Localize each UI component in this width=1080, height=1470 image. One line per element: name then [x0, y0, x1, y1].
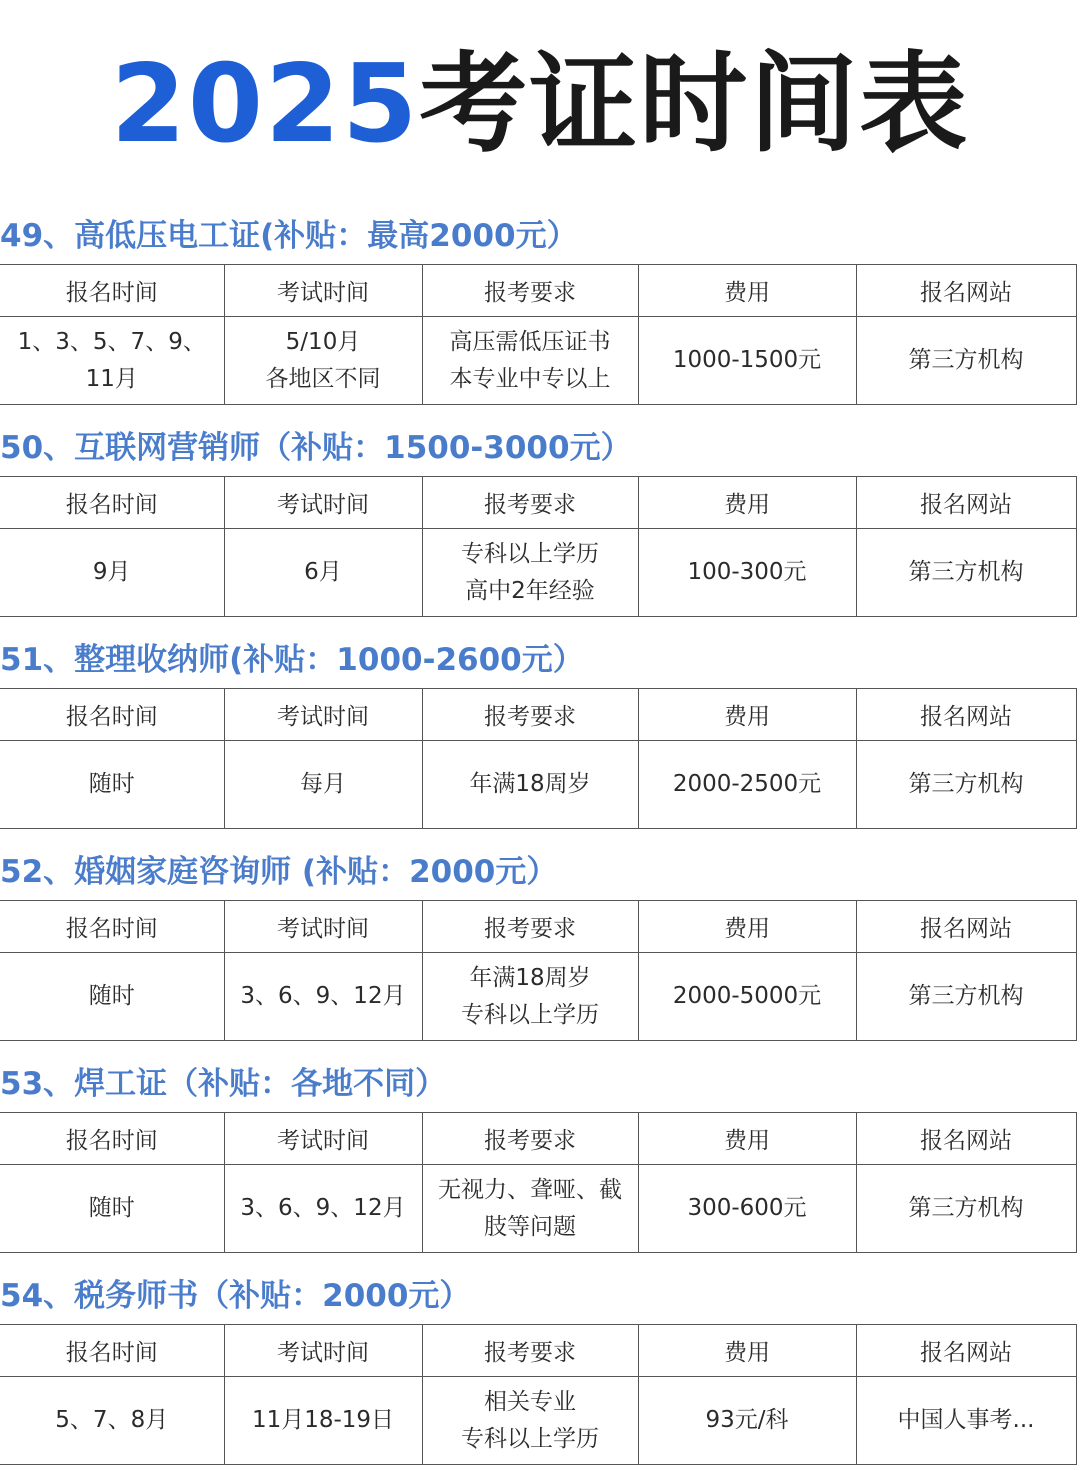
column-header: 考试时间 — [224, 901, 422, 953]
table-row — [0, 1377, 1076, 1465]
table-cell — [638, 529, 856, 617]
column-header: 报名网站 — [856, 477, 1076, 529]
table-header-row — [0, 901, 1076, 953]
cell-text: 本专业中专以上 — [449, 365, 611, 392]
table-row — [0, 1165, 1076, 1253]
column-header: 报名网站 — [856, 901, 1076, 953]
column-header: 报名网站 — [856, 689, 1076, 741]
cell-text: 高压需低压证书 — [449, 328, 611, 355]
table-header-row — [0, 1113, 1076, 1165]
cell-text: 93元/科 — [705, 1407, 789, 1433]
cert-table — [0, 1324, 1077, 1465]
cell-text: 第三方机构 — [908, 559, 1024, 585]
table-cell — [0, 1377, 224, 1465]
column-header: 报名时间 — [0, 1113, 224, 1165]
table-cell — [856, 529, 1076, 617]
column-header: 考试时间 — [224, 477, 422, 529]
column-header: 费用 — [638, 689, 856, 741]
column-header: 考试时间 — [224, 1325, 422, 1377]
column-header: 考试时间 — [224, 265, 422, 317]
cert-section — [0, 632, 1076, 829]
cell-text: 年满18周岁 — [469, 964, 591, 991]
column-header: 报名时间 — [0, 265, 224, 317]
cell-text: 2000-5000元 — [672, 983, 822, 1009]
table-cell — [224, 317, 422, 405]
table-cell — [638, 953, 856, 1041]
table-row — [0, 529, 1076, 617]
cert-table — [0, 688, 1077, 829]
table-cell — [422, 1377, 638, 1465]
table-cell — [638, 1165, 856, 1253]
section-heading: 51、整理收纳师(补贴：1000-2600元） — [0, 642, 584, 678]
cell-text: 11月 — [85, 365, 138, 392]
column-header: 报名网站 — [856, 1113, 1076, 1165]
cell-text: 每月 — [300, 771, 346, 797]
section-heading: 53、焊工证（补贴：各地不同） — [0, 1066, 447, 1102]
table-header-row — [0, 477, 1076, 529]
table-cell — [422, 529, 638, 617]
cell-text: 肢等问题 — [484, 1213, 576, 1240]
cell-text: 专科以上学历 — [461, 540, 599, 567]
cell-text: 各地区不同 — [265, 365, 381, 392]
cell-text: 随时 — [88, 983, 135, 1009]
cell-text: 第三方机构 — [908, 771, 1024, 797]
table-row — [0, 317, 1076, 405]
column-header: 考试时间 — [224, 689, 422, 741]
column-header: 费用 — [638, 265, 856, 317]
column-header: 报名网站 — [856, 1325, 1076, 1377]
column-header: 报考要求 — [422, 689, 638, 741]
cell-text: 3、6、9、12月 — [240, 983, 406, 1009]
column-header: 费用 — [638, 901, 856, 953]
cell-text: 高中2年经验 — [465, 577, 595, 604]
table-cell — [422, 317, 638, 405]
cell-text: 相关专业 — [484, 1388, 576, 1415]
cell-text: 第三方机构 — [908, 1195, 1024, 1221]
cell-text: 第三方机构 — [908, 983, 1024, 1009]
column-header: 报名时间 — [0, 901, 224, 953]
column-header: 费用 — [638, 1113, 856, 1165]
column-header: 费用 — [638, 477, 856, 529]
table-cell — [422, 741, 638, 829]
column-header: 报考要求 — [422, 901, 638, 953]
table-cell — [0, 1165, 224, 1253]
column-header: 报考要求 — [422, 1113, 638, 1165]
cell-text: 9月 — [92, 559, 131, 585]
table-cell — [224, 529, 422, 617]
cert-section — [0, 844, 1076, 1041]
table-cell — [224, 741, 422, 829]
table-cell — [856, 1165, 1076, 1253]
cert-section — [0, 1056, 1076, 1253]
table-header-row — [0, 265, 1076, 317]
cert-section — [0, 1268, 1076, 1465]
cell-text: 300-600元 — [687, 1195, 807, 1221]
column-header: 费用 — [638, 1325, 856, 1377]
table-cell — [224, 1377, 422, 1465]
table-header-row — [0, 1325, 1076, 1377]
table-cell — [638, 741, 856, 829]
page-title — [0, 40, 1080, 170]
cert-table — [0, 476, 1077, 617]
title-year: 2025 — [110, 42, 420, 167]
table-row — [0, 741, 1076, 829]
cert-table — [0, 900, 1077, 1041]
section-heading: 52、婚姻家庭咨询师 (补贴：2000元） — [0, 854, 558, 890]
column-header: 报名时间 — [0, 689, 224, 741]
cell-text: 年满18周岁 — [469, 771, 591, 797]
cell-text: 随时 — [88, 771, 135, 797]
column-header: 报考要求 — [422, 265, 638, 317]
cell-text: 随时 — [88, 1195, 135, 1221]
table-cell — [856, 953, 1076, 1041]
cell-text: 2000-2500元 — [672, 771, 822, 797]
table-cell — [422, 1165, 638, 1253]
column-header: 报名时间 — [0, 1325, 224, 1377]
column-header: 报名时间 — [0, 477, 224, 529]
section-heading: 54、税务师书（补贴：2000元） — [0, 1278, 471, 1314]
table-cell — [422, 953, 638, 1041]
table-cell — [856, 1377, 1076, 1465]
cert-table — [0, 264, 1077, 405]
column-header: 报名网站 — [856, 265, 1076, 317]
cell-text: 11月18-19日 — [251, 1407, 395, 1433]
table-cell — [638, 1377, 856, 1465]
table-cell — [0, 953, 224, 1041]
cert-section — [0, 420, 1076, 617]
column-header: 报考要求 — [422, 1325, 638, 1377]
table-cell — [224, 953, 422, 1041]
table-cell — [0, 741, 224, 829]
cell-text: 100-300元 — [687, 559, 807, 585]
column-header: 报考要求 — [422, 477, 638, 529]
table-header-row — [0, 689, 1076, 741]
section-heading: 49、高低压电工证(补贴：最高2000元） — [0, 218, 578, 254]
table-cell — [0, 529, 224, 617]
column-header: 考试时间 — [224, 1113, 422, 1165]
table-row — [0, 953, 1076, 1041]
table-cell — [856, 317, 1076, 405]
table-cell — [638, 317, 856, 405]
section-heading: 50、互联网营销师（补贴：1500-3000元） — [0, 430, 632, 466]
title-text: 考证时间表 — [419, 42, 970, 167]
cert-table — [0, 1112, 1077, 1253]
cell-text: 1000-1500元 — [672, 347, 822, 373]
cell-text: 6月 — [304, 559, 342, 585]
cell-text: 无视力、聋哑、截 — [438, 1176, 622, 1203]
cell-text: 专科以上学历 — [461, 1425, 599, 1452]
cell-text: 中国人事考... — [897, 1407, 1035, 1433]
cell-text: 1、3、5、7、9、 — [17, 328, 206, 355]
cell-text: 5、7、8月 — [55, 1407, 169, 1433]
cell-text: 3、6、9、12月 — [240, 1195, 406, 1221]
cert-section — [0, 208, 1076, 405]
cell-text: 专科以上学历 — [461, 1001, 599, 1028]
cell-text: 5/10月 — [285, 328, 361, 355]
table-cell — [224, 1165, 422, 1253]
table-cell — [0, 317, 224, 405]
table-cell — [856, 741, 1076, 829]
cell-text: 第三方机构 — [908, 347, 1024, 373]
